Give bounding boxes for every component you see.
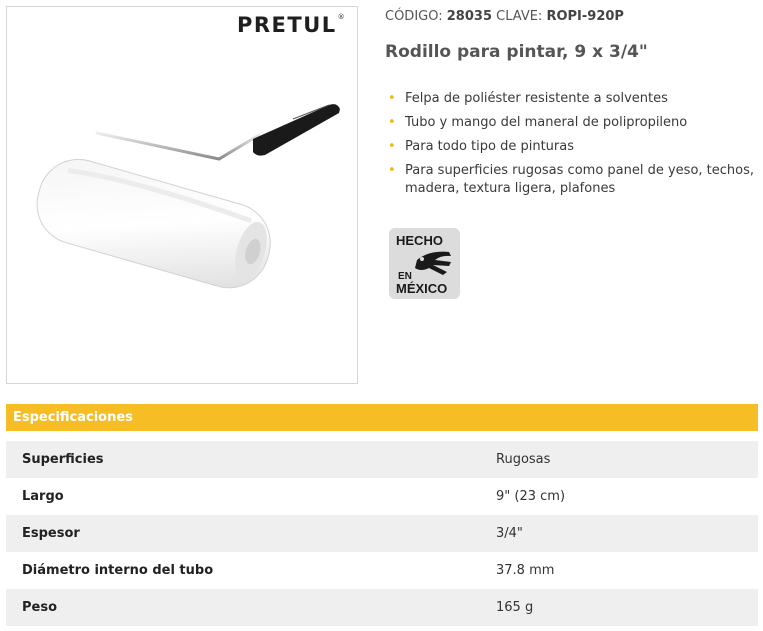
spec-value: 9" (23 cm) (496, 489, 566, 504)
feature-text: Para superficies rugosas como panel de yeso, techos, madera, textura ligera, plafones (405, 163, 755, 196)
feature-text: Felpa de poliéster resistente a solventes (405, 91, 668, 106)
spec-value: Rugosas (496, 441, 758, 478)
bullet-icon: • (388, 115, 396, 130)
feature-item (385, 162, 757, 198)
product-code: 28035 (446, 9, 492, 24)
brand-name: PRETUL (237, 13, 337, 37)
table-row (6, 589, 758, 626)
badge-line-en: EN (398, 271, 412, 282)
feature-item (385, 90, 757, 108)
bullet-icon: • (388, 163, 396, 178)
key-label: CLAVE: (496, 9, 543, 24)
spec-label: Largo (22, 489, 64, 504)
feature-item (385, 138, 757, 156)
hecho-en-mexico-badge (389, 228, 460, 299)
spec-label: Peso (6, 589, 496, 626)
spec-value: 37.8 mm (496, 563, 555, 578)
paint-roller-image (7, 7, 359, 385)
spec-label: Espesor (6, 515, 496, 552)
spec-label: Diámetro interno del tubo (22, 563, 214, 578)
table-row (6, 478, 758, 515)
badge-line-mexico: MÉXICO (396, 281, 448, 296)
code-label: CÓDIGO: (385, 9, 443, 24)
product-image-panel (6, 6, 358, 384)
badge-line-hecho: HECHO (396, 233, 443, 248)
feature-list (385, 90, 757, 204)
bullet-icon: • (388, 139, 396, 154)
product-code-line (385, 9, 624, 24)
bullet-icon: • (388, 91, 396, 106)
feature-item (385, 114, 757, 132)
spec-value: 165 g (496, 589, 758, 626)
product-title: Rodillo para pintar, 9 x 3/4" (385, 42, 648, 62)
table-row (6, 515, 758, 552)
table-row (6, 552, 758, 589)
product-key: ROPI-920P (546, 9, 624, 24)
feature-text: Para todo tipo de pinturas (405, 139, 575, 154)
specifications-table (6, 441, 758, 626)
table-row (6, 441, 758, 478)
spec-label: Superficies (6, 441, 496, 478)
registered-mark: ® (337, 13, 347, 21)
feature-text: Tubo y mango del maneral de polipropileno (405, 115, 688, 130)
specifications-header: Especificaciones (6, 404, 758, 431)
spec-value: 3/4" (496, 515, 758, 552)
